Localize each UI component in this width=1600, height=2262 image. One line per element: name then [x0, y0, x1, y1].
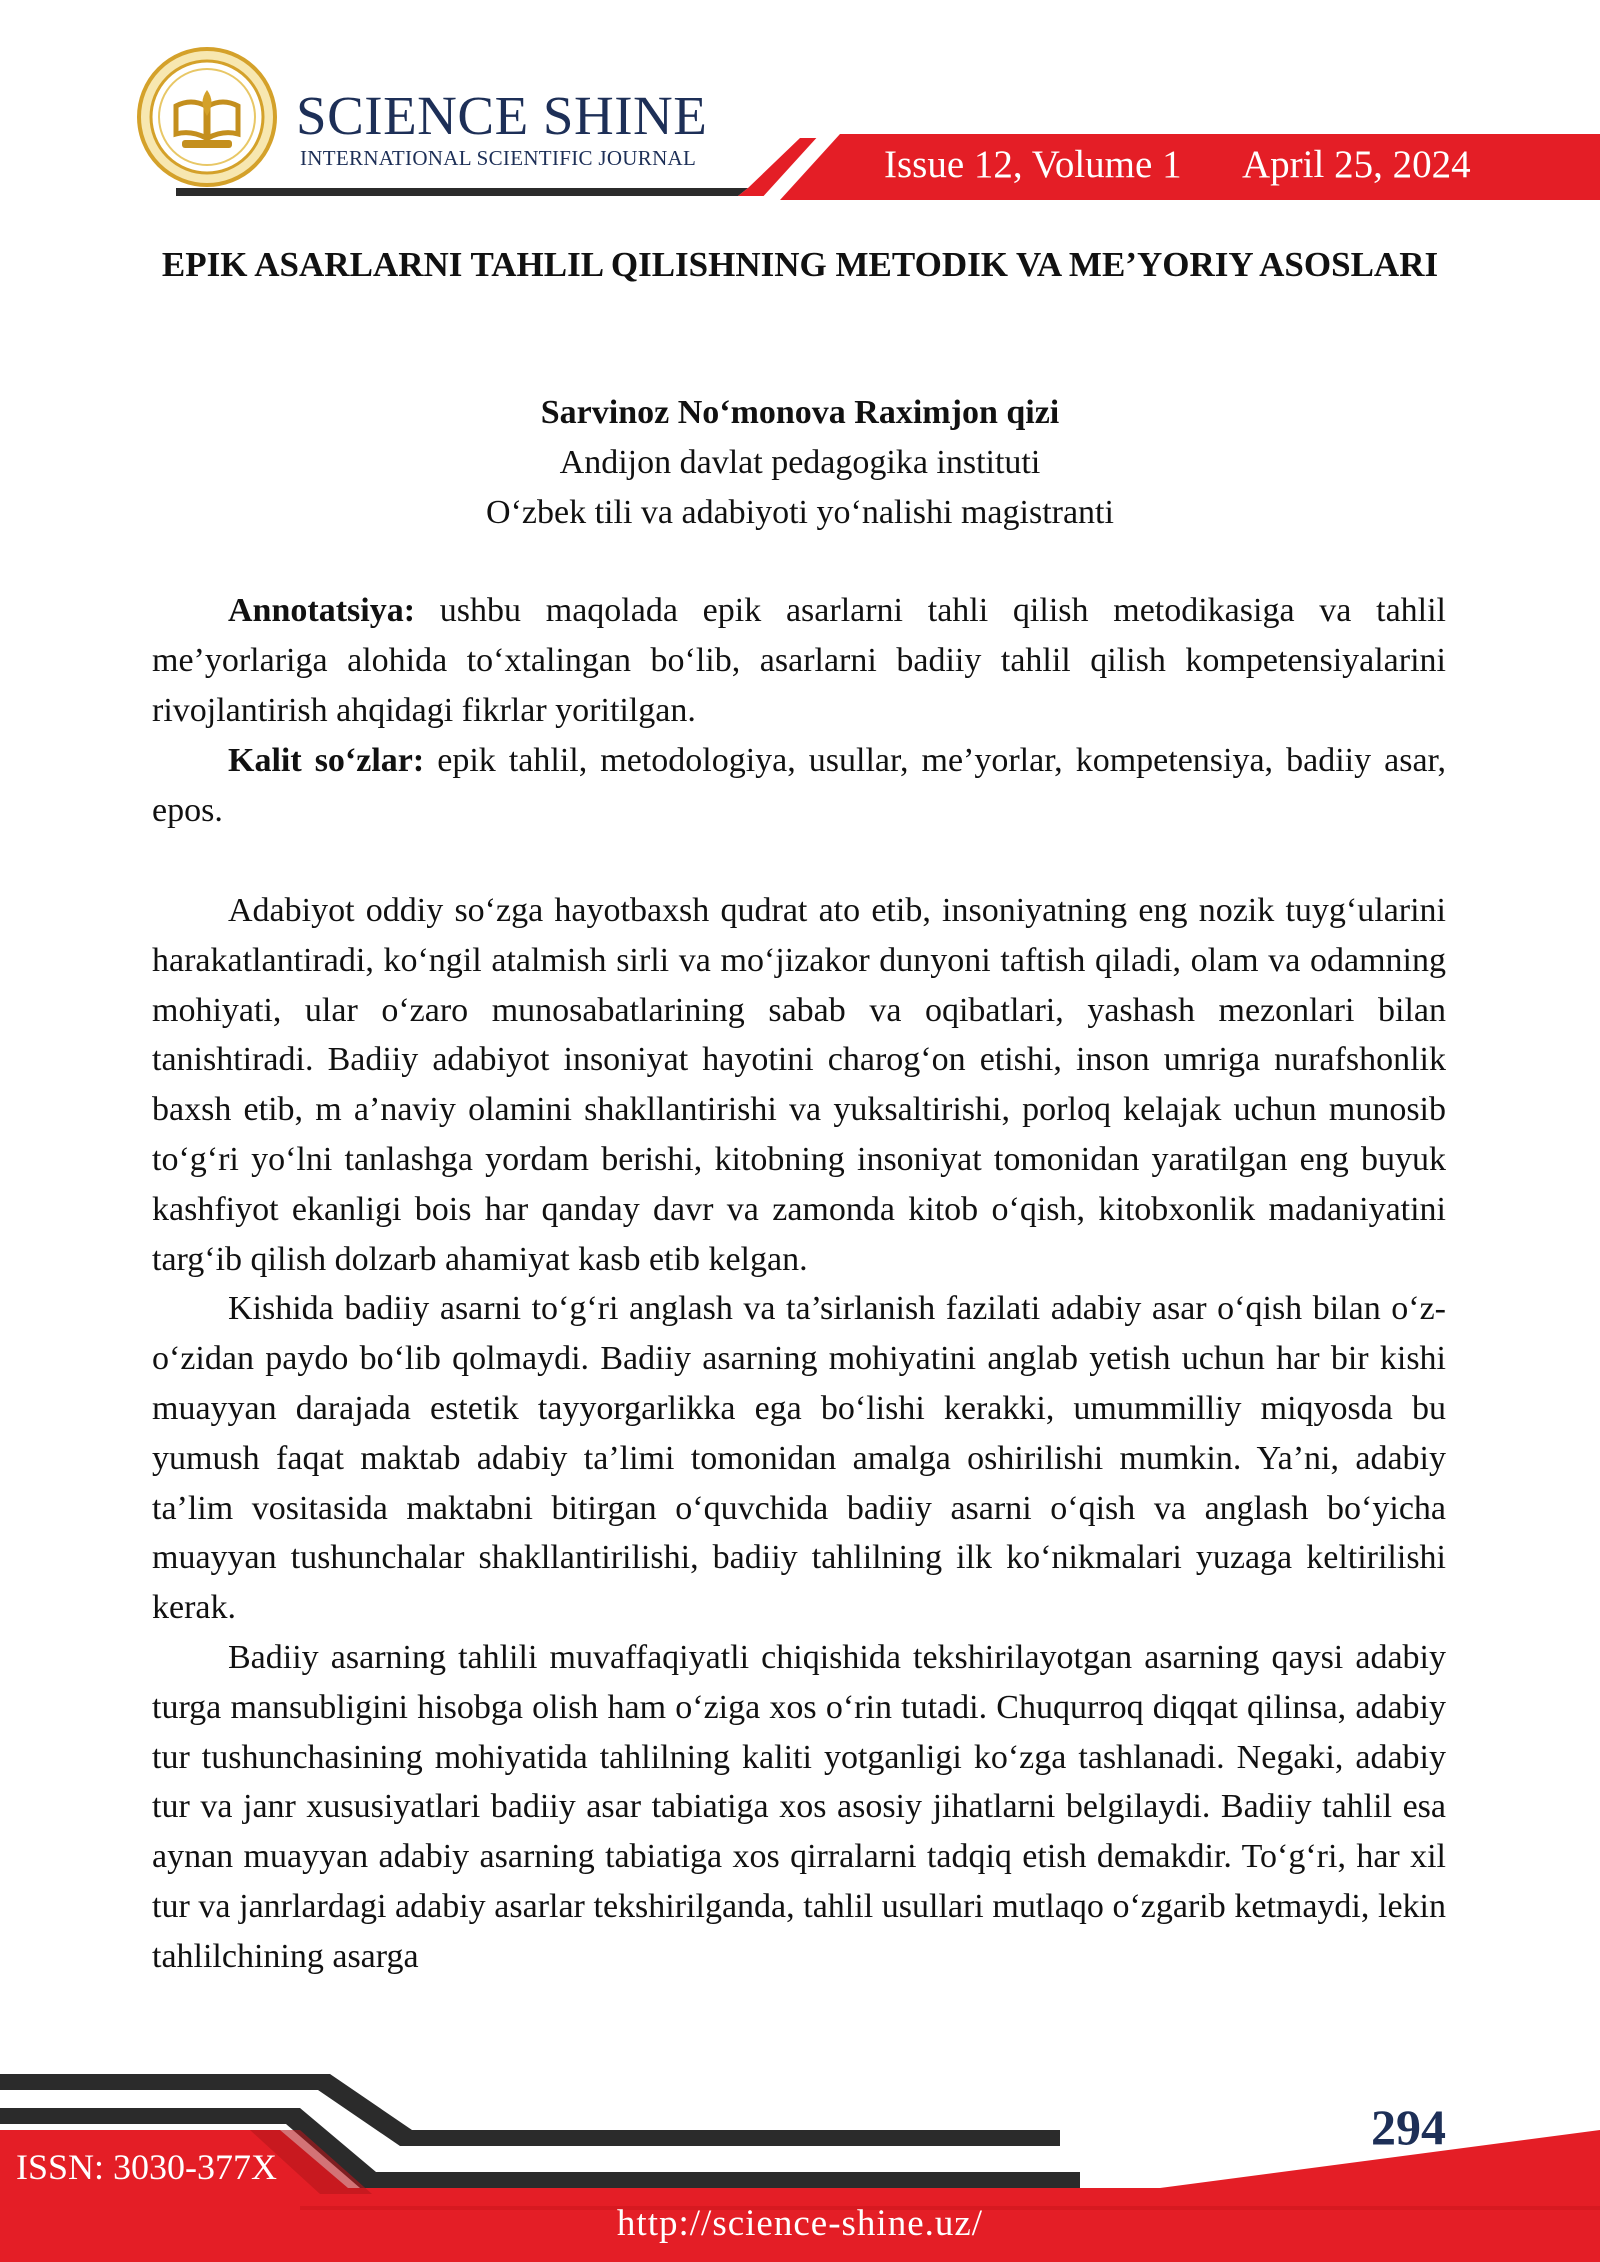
brand-title: SCIENCE SHINE	[296, 85, 708, 146]
issue-label: Issue 12, Volume 1	[884, 143, 1182, 186]
body-paragraph: Badiiy asarning tahlili muvaffaqiyatli chiqishida tekshirilayotgan asarning qaysi adabiy turga mansubligini hisobga olish ham o‘ziga xos o‘rin tutadi. Chuqurroq diqqat qilinsa, adabiy tur tushunchasining mohiyatida tahlilning kaliti yotganligi ko‘zga tashlanadi. Negaki, adabiy tur va janr xususiyatlari badiiy asar tabiatiga xos asosiy jihatlarni belgilaydi. Badiiy tahlil esa aynan muayyan adabiy asarning tabiatiga xos qirralarni tadqiq etish demakdir. To‘g‘ri, har xil tur va janrlardagi adabiy asarlar tekshirilganda, tahlil usullari mutlaqo o‘zgarib ketmaydi, lekin tahlilchining asarga	[152, 1638, 1446, 1975]
author-name: Sarvinoz No‘monova Raximjon qizi	[540, 394, 1060, 431]
abstract-text: ushbu maqolada epik asarlarni tahli qilish metodikasiga va tahlil me’yorlariga alohida to‘xtalingan bo‘lib, asarlarni badiiy tahlil qilish kompetensiyalarini rivojlantirish ahqidagi fikrlar yoritilgan.	[152, 592, 1446, 729]
article-title: EPIK ASARLARNI TAHLIL QILISHNING METODIK VA ME’YORIY ASOSLARI	[161, 245, 1439, 284]
brand-subtitle: INTERNATIONAL SCIENTIFIC JOURNAL	[300, 146, 697, 170]
abstract	[152, 586, 1446, 735]
author-institution: Andijon davlat pedagogika instituti	[559, 444, 1041, 481]
keywords-text: epik tahlil, metodologiya, usullar, me’yorlar, kompetensiya, badiiy asar, epos.	[152, 742, 1447, 829]
keywords	[152, 736, 1446, 836]
issn-label: ISSN: 3030-377X	[16, 2147, 278, 2187]
author-block	[150, 388, 1450, 538]
keywords-label: Kalit so‘zlar:	[228, 742, 425, 779]
article-body	[152, 886, 1446, 1982]
journal-url[interactable]: http://science-shine.uz/	[616, 2203, 984, 2244]
body-paragraph: Adabiyot oddiy so‘zga hayotbaxsh qudrat ato etib, insoniyatning eng nozik tuyg‘ularini harakatlantiradi, ko‘ngil atalmish sirli va mo‘jizakor dunyoni taftish qiladi, olam va odamning mohiyati, ular o‘zaro munosabatlarining sabab va oqibatlari, yashash mezonlari bilan tanishtiradi. Badiiy adabiyot insoniyat hayotini charog‘on etishi, inson umriga nurafshonlik baxsh etib, m a’naviy olamini shakllantirishi va yuksaltirishi, porloq kelajak uchun munosib to‘g‘ri yo‘lni tanlashga yordam berishi, kitobning insoniyat tomonidan yaratilgan eng buyuk kashfiyot ekanligi bois har qanday davr va zamonda kitob o‘qish, kitobxonlik madaniyatini targ‘ib qilish dolzarb ahamiyat kasb etib kelgan.	[152, 892, 1446, 1278]
issue-date: April 25, 2024	[1242, 143, 1471, 186]
page-number: 294	[1371, 2099, 1446, 2155]
body-paragraph: Kishida badiiy asarni to‘g‘ri anglash va ta’sirlanish fazilati adabiy asar o‘qish bilan o‘z-o‘zidan paydo bo‘lib qolmaydi. Badiiy asarning mohiyatini anglab yetish uchun har bir kishi muayyan darajada estetik tayyorgarlikka ega bo‘lishi kerakki, umummilliy miqyosda bu yumush faqat maktab adabiy ta’limi tomonidan amalga oshirilishi mumkin. Ya’ni, adabiy ta’lim vositasida maktabni bitirgan o‘quvchida badiiy asarni o‘qish va anglash bo‘yicha muayyan tushunchalar shakllantirilishi, badiiy tahlilning ilk ko‘nikmalari yuzaga keltirilishi kerak.	[152, 1290, 1446, 1627]
abstract-label: Annotatsiya:	[228, 592, 416, 629]
author-program: O‘zbek tili va adabiyoti yo‘nalishi magistranti	[486, 494, 1114, 531]
